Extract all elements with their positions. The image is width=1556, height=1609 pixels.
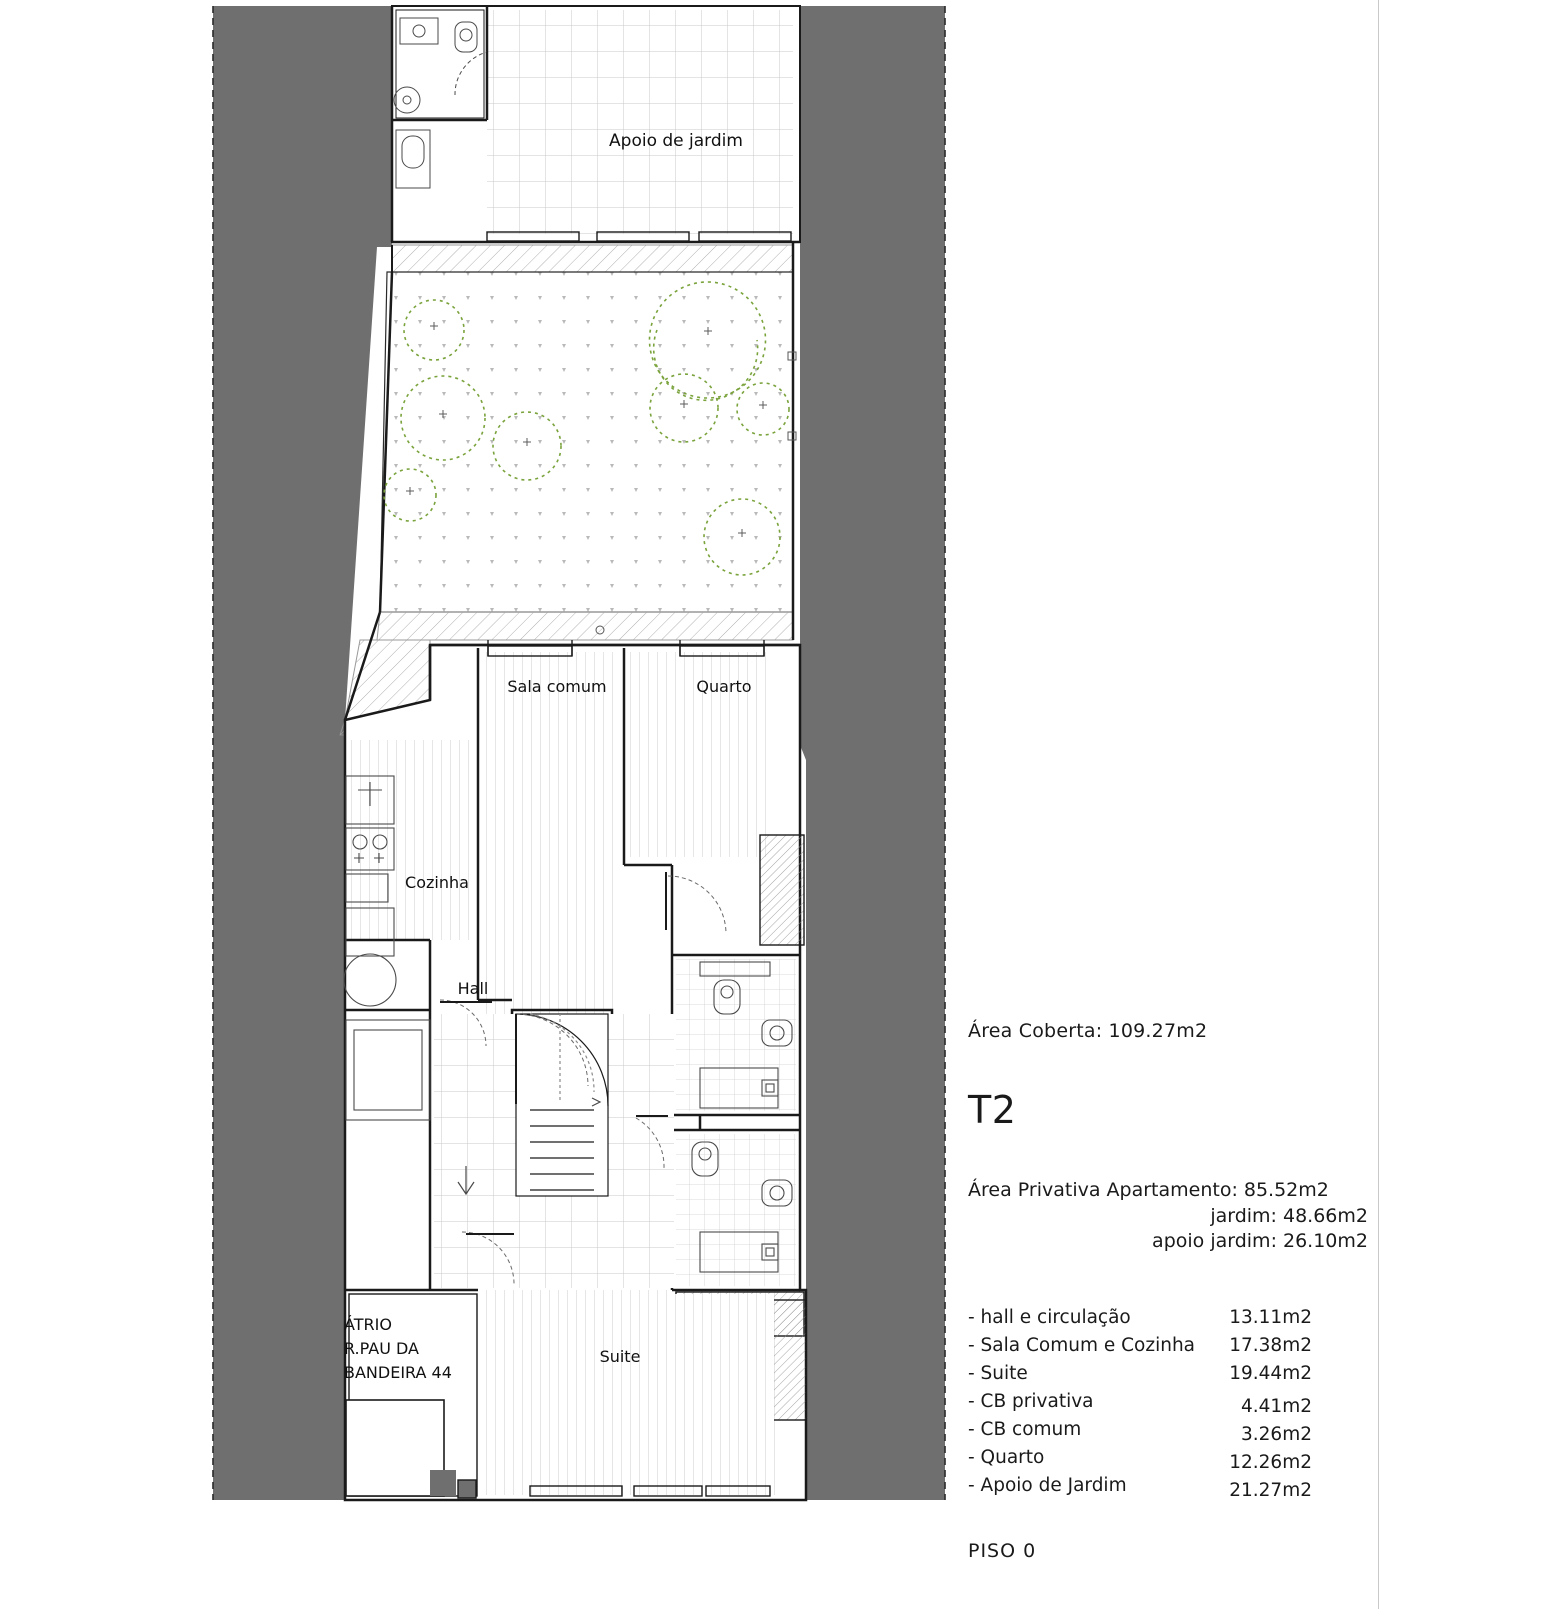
- breakdown-row-hall: [968, 1307, 1368, 1335]
- label-sala-comum: Sala comum: [507, 677, 607, 696]
- label-quarto: Quarto: [696, 677, 752, 696]
- bathroom-upper: [676, 959, 796, 1111]
- breakdown-value: 21.27m2: [1229, 1479, 1312, 1501]
- area-summary: [968, 1178, 1368, 1255]
- breakdown-value: 19.44m2: [1229, 1362, 1312, 1384]
- area-apoio-jardim: apoio jardim: 26.10m2: [1152, 1230, 1368, 1253]
- apoio-de-jardim-room: [392, 6, 800, 242]
- covered-area-text: Área Coberta: 109.27m2: [968, 1020, 1208, 1042]
- breakdown-label: - Sala Comum e Cozinha: [968, 1334, 1196, 1356]
- breakdown-row-apoio-jardim: [968, 1475, 1368, 1503]
- breakdown-row-cb-comum: [968, 1419, 1368, 1447]
- area-breakdown-list: [968, 1307, 1368, 1503]
- breakdown-label: - CB privativa: [968, 1390, 1094, 1412]
- label-suite: Suite: [599, 1347, 641, 1366]
- breakdown-row-quarto: [968, 1447, 1368, 1475]
- breakdown-value: 17.38m2: [1229, 1334, 1312, 1356]
- label-hall: Hall: [457, 979, 489, 998]
- area-private-apartment: Área Privativa Apartamento: 85.52m2: [968, 1179, 1329, 1201]
- breakdown-label: - CB comum: [968, 1418, 1082, 1440]
- atrio-label-line-1: ÁTRIO: [344, 1315, 392, 1334]
- breakdown-value: 3.26m2: [1241, 1423, 1312, 1445]
- sheet-footer-label: PISO 0: [968, 1540, 1037, 1562]
- breakdown-value: 13.11m2: [1229, 1306, 1312, 1328]
- breakdown-value: 12.26m2: [1229, 1451, 1312, 1473]
- breakdown-label: - hall e circulação: [968, 1306, 1131, 1328]
- label-cozinha: Cozinha: [405, 873, 469, 892]
- page-right-rule: [1378, 0, 1379, 1609]
- breakdown-value: 4.41m2: [1241, 1395, 1312, 1417]
- atrio-label-line-3: BANDEIRA 44: [344, 1363, 452, 1382]
- breakdown-row-cb-privativa: [968, 1391, 1368, 1419]
- breakdown-label: - Quarto: [968, 1446, 1045, 1468]
- info-panel: [968, 1020, 1368, 1503]
- typology-title: T2: [968, 1088, 1017, 1132]
- bathroom-lower: [676, 1134, 796, 1286]
- breakdown-row-sala-cozinha: [968, 1335, 1368, 1363]
- suite-floor: [480, 1294, 774, 1494]
- breakdown-row-suite: [968, 1363, 1368, 1391]
- atrio-label-line-2: R.PAU DA: [344, 1339, 419, 1358]
- label-apoio-de-jardim: Apoio de jardim: [609, 131, 743, 151]
- breakdown-label: - Suite: [968, 1362, 1028, 1384]
- breakdown-label: - Apoio de Jardim: [968, 1474, 1127, 1496]
- area-jardim: jardim: 48.66m2: [1210, 1204, 1368, 1227]
